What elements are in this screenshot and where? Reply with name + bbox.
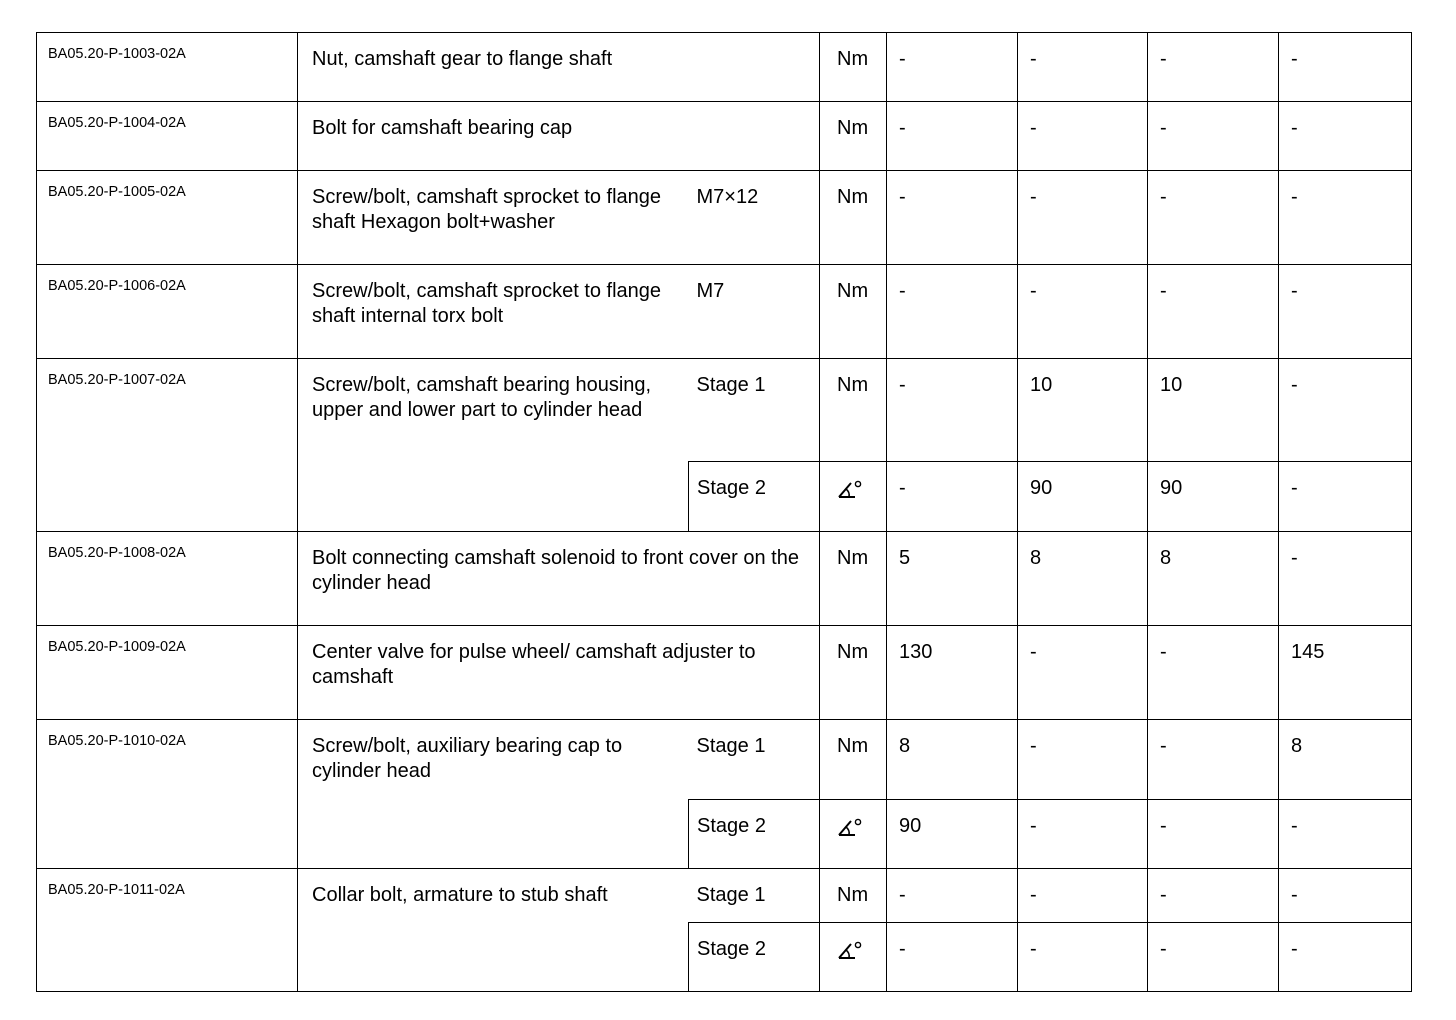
torque-value-cell: - <box>887 265 1018 359</box>
torque-value-cell: 8 <box>1279 720 1412 800</box>
torque-value-cell: - <box>1018 869 1148 923</box>
description-cell: Screw/bolt, camshaft sprocket to flange shaft internal torx bolt <box>298 265 689 359</box>
torque-value-cell: - <box>887 462 1018 532</box>
torque-value-cell: - <box>887 171 1018 265</box>
torque-value-cell: - <box>887 359 1018 462</box>
torque-value-cell: - <box>1018 33 1148 102</box>
unit-cell <box>820 800 887 869</box>
torque-value-cell: 10 <box>1148 359 1279 462</box>
description-cell: Bolt connecting camshaft solenoid to front cover on the cylinder head <box>298 532 820 626</box>
part-code-cell: BA05.20-P-1003-02A <box>37 33 298 102</box>
part-code-cell: BA05.20-P-1009-02A <box>37 626 298 720</box>
torque-value-cell: - <box>1018 800 1148 869</box>
torque-value-cell: - <box>1148 923 1279 992</box>
part-code-cell: BA05.20-P-1005-02A <box>37 171 298 265</box>
table-row <box>37 532 1412 626</box>
torque-value-cell: 8 <box>1018 532 1148 626</box>
description-cell: Screw/bolt, auxiliary bearing cap to cylinder head <box>298 720 689 869</box>
part-code-cell: BA05.20-P-1008-02A <box>37 532 298 626</box>
torque-value-cell: 130 <box>887 626 1018 720</box>
angle-degree-icon <box>837 479 863 501</box>
unit-cell <box>820 359 887 462</box>
unit-label: Nm <box>837 117 869 139</box>
description-cell: Bolt for camshaft bearing cap <box>298 102 820 171</box>
unit-cell <box>820 33 887 102</box>
description-cell: Center valve for pulse wheel/ camshaft adjuster to camshaft <box>298 626 820 720</box>
unit-label: Nm <box>837 48 869 70</box>
description-cell: Screw/bolt, camshaft bearing housing, upper and lower part to cylinder head <box>298 359 689 532</box>
torque-value-cell: - <box>1148 626 1279 720</box>
torque-value-cell: - <box>1148 102 1279 171</box>
torque-value-cell: - <box>1279 532 1412 626</box>
unit-cell <box>820 532 887 626</box>
torque-value-cell: - <box>1018 923 1148 992</box>
torque-value-cell: - <box>887 102 1018 171</box>
table-row <box>37 626 1412 720</box>
torque-value-cell: - <box>1279 869 1412 923</box>
torque-value-cell: - <box>1279 33 1412 102</box>
torque-value-cell: 145 <box>1279 626 1412 720</box>
table-row <box>37 265 1412 359</box>
stage-spec-cell: Stage 2 <box>689 462 820 532</box>
table-row <box>37 869 1412 923</box>
unit-cell <box>820 923 887 992</box>
torque-value-cell: - <box>1148 265 1279 359</box>
torque-value-cell: - <box>887 923 1018 992</box>
torque-value-cell: 10 <box>1018 359 1148 462</box>
unit-cell <box>820 265 887 359</box>
angle-degree-icon <box>837 940 863 962</box>
unit-label: Nm <box>837 547 869 569</box>
unit-cell <box>820 102 887 171</box>
unit-label: Nm <box>837 374 869 396</box>
description-cell: Nut, camshaft gear to flange shaft <box>298 33 820 102</box>
torque-value-cell: - <box>1018 102 1148 171</box>
stage-spec-cell: Stage 2 <box>689 800 820 869</box>
table-row <box>37 102 1412 171</box>
torque-value-cell: - <box>1018 720 1148 800</box>
torque-value-cell: 8 <box>1148 532 1279 626</box>
torque-value-cell: 90 <box>1148 462 1279 532</box>
unit-cell <box>820 720 887 800</box>
table-row <box>37 171 1412 265</box>
unit-label: Nm <box>837 641 869 663</box>
table-row <box>37 33 1412 102</box>
torque-value-cell: - <box>1279 265 1412 359</box>
stage-spec-cell: Stage 2 <box>689 923 820 992</box>
torque-value-cell: - <box>1279 923 1412 992</box>
torque-value-cell: - <box>1279 800 1412 869</box>
torque-value-cell: - <box>1148 33 1279 102</box>
stage-spec-cell: M7 <box>689 265 820 359</box>
torque-value-cell: - <box>1279 171 1412 265</box>
unit-label: Nm <box>837 884 869 906</box>
torque-value-cell: - <box>1279 462 1412 532</box>
unit-label: Nm <box>837 280 869 302</box>
torque-value-cell: - <box>1148 869 1279 923</box>
description-cell: Screw/bolt, camshaft sprocket to flange shaft Hexagon bolt+washer <box>298 171 689 265</box>
torque-value-cell: - <box>1018 626 1148 720</box>
part-code-cell: BA05.20-P-1006-02A <box>37 265 298 359</box>
torque-value-cell: - <box>1148 800 1279 869</box>
unit-cell <box>820 171 887 265</box>
description-cell: Collar bolt, armature to stub shaft <box>298 869 689 992</box>
torque-value-cell: - <box>887 869 1018 923</box>
torque-value-cell: 90 <box>1018 462 1148 532</box>
torque-value-cell: - <box>1279 102 1412 171</box>
part-code-cell: BA05.20-P-1007-02A <box>37 359 298 532</box>
table-row <box>37 359 1412 462</box>
torque-value-cell: - <box>887 33 1018 102</box>
table-body <box>37 33 1412 992</box>
stage-spec-cell: Stage 1 <box>689 869 820 923</box>
torque-value-cell: 5 <box>887 532 1018 626</box>
torque-value-cell: 90 <box>887 800 1018 869</box>
stage-spec-cell: Stage 1 <box>689 720 820 800</box>
stage-spec-cell: M7×12 <box>689 171 820 265</box>
stage-spec-cell: Stage 1 <box>689 359 820 462</box>
table-row <box>37 720 1412 800</box>
part-code-cell: BA05.20-P-1004-02A <box>37 102 298 171</box>
unit-label: Nm <box>837 186 869 208</box>
unit-cell <box>820 462 887 532</box>
torque-value-cell: - <box>1148 720 1279 800</box>
angle-degree-icon <box>837 817 863 839</box>
torque-specification-table <box>36 32 1412 992</box>
torque-value-cell: - <box>1018 265 1148 359</box>
torque-value-cell: - <box>1279 359 1412 462</box>
torque-value-cell: 8 <box>887 720 1018 800</box>
part-code-cell: BA05.20-P-1010-02A <box>37 720 298 869</box>
unit-label: Nm <box>837 735 869 757</box>
torque-value-cell: - <box>1018 171 1148 265</box>
part-code-cell: BA05.20-P-1011-02A <box>37 869 298 992</box>
torque-value-cell: - <box>1148 171 1279 265</box>
unit-cell <box>820 869 887 923</box>
unit-cell <box>820 626 887 720</box>
